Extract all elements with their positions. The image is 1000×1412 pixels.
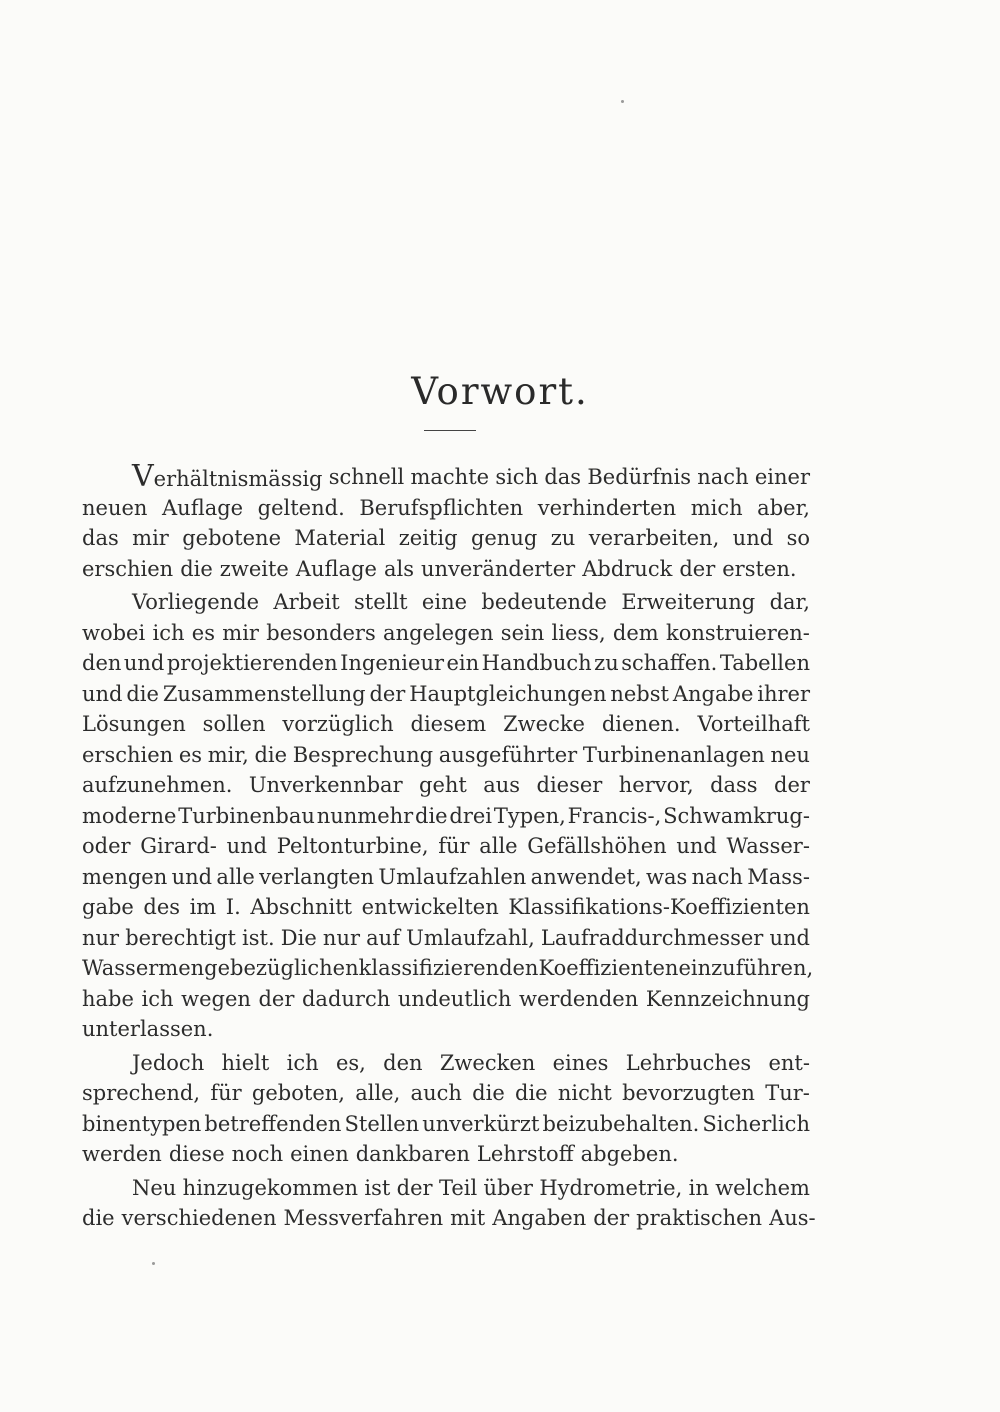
word: Peltonturbine, — [276, 834, 429, 858]
word: eines — [552, 1050, 609, 1075]
word: aber, — [757, 495, 810, 520]
word: Erweiterung — [621, 590, 756, 614]
word: auch — [410, 1081, 462, 1105]
word: nur — [322, 925, 361, 950]
text-line — [82, 892, 810, 923]
word: mir, — [207, 742, 249, 767]
word: das — [544, 465, 582, 489]
word: Hauptgleichungen — [409, 681, 607, 706]
word: betreffenden — [204, 1111, 342, 1136]
word: dass — [710, 773, 758, 797]
word: alle, — [355, 1081, 401, 1105]
word: den — [82, 651, 122, 675]
word: Angaben — [492, 1206, 587, 1230]
word: Auflage — [295, 556, 377, 581]
word: nach — [697, 465, 749, 489]
word: nicht — [557, 1081, 612, 1105]
word: Wassermenge — [82, 956, 231, 980]
word: nur — [82, 925, 120, 950]
word: Messverfahren — [283, 1206, 444, 1230]
word: geht — [419, 773, 467, 797]
word: Berufspflichten — [359, 495, 524, 520]
word: der — [593, 1206, 630, 1230]
word: Kennzeichnung — [645, 986, 810, 1011]
word: hervor, — [618, 773, 694, 797]
word: Francis-, — [567, 803, 662, 828]
word: dienen. — [601, 712, 681, 736]
paper-speck — [152, 1262, 155, 1265]
word: ich — [152, 620, 185, 645]
paragraph — [82, 1173, 816, 1234]
word: aufzunehmen. — [82, 773, 233, 797]
word: klassifizierenden — [358, 956, 539, 980]
word: Jedoch — [132, 1050, 205, 1075]
word: neuen — [82, 495, 148, 520]
word: Arbeit — [273, 590, 340, 614]
word: und — [171, 864, 213, 889]
word: hielt — [221, 1050, 270, 1075]
word: und — [226, 834, 268, 858]
word: sich — [495, 465, 539, 489]
word: schaffen. — [621, 651, 718, 675]
word: der — [396, 1175, 433, 1200]
word: es, — [335, 1050, 366, 1075]
word: wobei — [82, 620, 146, 645]
word: erschien — [82, 556, 174, 581]
word: Unverkennbar — [248, 773, 403, 797]
text-line — [82, 679, 810, 710]
word: sollen — [202, 712, 266, 736]
word: anwendet, — [530, 864, 642, 889]
word: mir — [132, 526, 169, 550]
word: Girard- — [140, 834, 217, 858]
word: vorzüglich — [282, 712, 394, 736]
text-line — [82, 618, 810, 649]
word: es — [178, 742, 203, 767]
word: Abschnitt — [250, 895, 353, 919]
text-line — [82, 740, 810, 771]
word: dadurch — [301, 986, 391, 1011]
title-rule — [424, 430, 476, 431]
word: undeutlich — [397, 986, 512, 1011]
word: Zusammenstellung — [162, 681, 366, 706]
text-line — [82, 587, 810, 618]
word: Lösungen — [82, 712, 186, 736]
page-title: Vorwort. — [411, 370, 589, 413]
word: für — [210, 1081, 242, 1105]
word: aus — [483, 773, 521, 797]
word: Verhältnismässig — [132, 459, 323, 494]
word: dar, — [769, 590, 810, 614]
word: Bedürfnis — [587, 465, 692, 489]
word: bevorzugten — [622, 1081, 755, 1105]
word: binentypen — [82, 1111, 202, 1136]
text-line — [82, 459, 810, 494]
word: Tur- — [765, 1081, 810, 1105]
word: neu — [770, 742, 810, 767]
paragraph — [82, 587, 814, 1045]
word: unveränderter — [420, 556, 576, 581]
word: einen — [290, 1142, 349, 1166]
word: die — [254, 742, 288, 767]
word: schnell — [328, 465, 405, 489]
word: I. — [225, 895, 241, 919]
word: abgeben. — [580, 1142, 679, 1166]
word: alle — [479, 834, 518, 858]
word: ausgeführter — [438, 742, 578, 767]
word: im — [189, 895, 217, 919]
word: das — [82, 526, 119, 550]
word: praktischen — [636, 1206, 763, 1230]
word: sein — [500, 620, 545, 645]
text-line — [82, 801, 810, 832]
word: berechtigt — [125, 925, 236, 950]
word: der — [774, 773, 810, 797]
word: Material — [294, 526, 386, 550]
word: die — [82, 1206, 115, 1230]
word: gabe — [82, 895, 134, 919]
word: Zwecke — [503, 712, 585, 736]
word: drei — [449, 803, 493, 828]
word: Zwecken — [439, 1050, 536, 1075]
word: die — [180, 556, 213, 581]
text-line — [82, 554, 810, 585]
word: gebotene — [182, 526, 282, 550]
text-line — [82, 1048, 810, 1079]
word: Hydrometrie, — [539, 1175, 683, 1200]
word: angelegen — [383, 620, 494, 645]
word: alle — [216, 864, 255, 889]
text-line — [82, 493, 810, 524]
text-line — [82, 1203, 816, 1234]
word: Turbinenanlagen — [582, 742, 765, 767]
word: noch — [231, 1142, 284, 1166]
word: nunmehr — [316, 803, 414, 828]
word: der — [258, 986, 295, 1011]
word: Umlaufzahlen — [378, 864, 527, 889]
word: einer — [754, 465, 810, 489]
word: Typen, — [493, 803, 566, 828]
word: zweite — [219, 556, 289, 581]
word: Klassifikations-Koeffizienten — [508, 895, 810, 919]
word: dem — [612, 620, 659, 645]
word: konstruieren- — [665, 620, 810, 645]
word: sprechend, — [82, 1081, 201, 1105]
word: Angabe — [672, 681, 754, 706]
text-line — [82, 523, 810, 554]
word: einzuführen, — [678, 956, 814, 980]
word: mich — [690, 495, 743, 520]
word: Vorteilhaft — [697, 712, 810, 736]
word: Turbinenbau — [178, 803, 315, 828]
word: und — [769, 925, 810, 950]
word: Lehrstoff — [476, 1142, 574, 1166]
word: nach — [691, 864, 743, 889]
word: die — [415, 803, 448, 828]
word: Schwamkrug- — [663, 803, 810, 828]
word: Teil — [438, 1175, 478, 1200]
word: verlangten — [259, 864, 375, 889]
word: nebst — [610, 681, 669, 706]
word: Sicherlich — [702, 1111, 810, 1136]
word: habe — [82, 986, 134, 1011]
word: unterlassen. — [82, 1017, 214, 1041]
word: mir — [222, 620, 259, 645]
paper-speck — [621, 100, 624, 103]
word: die — [472, 1081, 505, 1105]
word: auf — [366, 925, 400, 950]
word: erschien — [82, 742, 174, 767]
word: die — [515, 1081, 548, 1105]
word: entwickelten — [361, 895, 499, 919]
word: Gefällshöhen — [527, 834, 667, 858]
word: ihrer — [757, 681, 810, 706]
word: geltend. — [257, 495, 345, 520]
word: was — [645, 864, 688, 889]
word: diese — [168, 1142, 225, 1166]
word: projektierenden — [166, 651, 338, 675]
word: Tabellen — [719, 651, 810, 675]
text-line — [82, 1109, 810, 1140]
word: Laufraddurchmesser — [540, 925, 764, 950]
word: und — [676, 834, 717, 858]
word: Auflage — [162, 495, 244, 520]
word: besonders — [266, 620, 376, 645]
word: verhinderten — [537, 495, 677, 520]
body-text — [82, 459, 816, 1234]
text-line — [82, 923, 810, 954]
word: über — [483, 1175, 533, 1200]
word: unverkürzt — [422, 1111, 540, 1136]
word: Mass- — [747, 864, 810, 889]
word: als — [383, 556, 414, 581]
word: Aus- — [769, 1206, 816, 1230]
word: und — [123, 651, 165, 675]
word: oder — [82, 834, 131, 858]
word: bedeutende — [481, 590, 607, 614]
word: geboten, — [251, 1081, 345, 1105]
word: Abdruck — [582, 556, 673, 581]
word: der — [679, 556, 716, 581]
word: ich — [141, 986, 174, 1011]
paragraph — [82, 1048, 810, 1170]
word: liess, — [551, 620, 606, 645]
word: diesem — [410, 712, 487, 736]
word: dieser — [536, 773, 603, 797]
word: ich — [286, 1050, 319, 1075]
word: zeitig — [398, 526, 458, 550]
text-line — [82, 1014, 810, 1045]
word: Vorliegende — [132, 590, 260, 614]
text-line — [82, 770, 810, 801]
word: der — [369, 681, 406, 706]
text-line — [82, 1078, 810, 1109]
word: werden — [82, 1142, 162, 1166]
word: werdenden — [519, 986, 639, 1011]
word: Lehrbuches — [625, 1050, 752, 1075]
word: Wasser- — [726, 834, 810, 858]
word: und — [82, 681, 123, 706]
text-line — [82, 862, 810, 893]
paragraph — [82, 459, 810, 584]
word: verarbeiten, — [588, 526, 720, 550]
word: für — [438, 834, 470, 858]
word: des — [143, 895, 181, 919]
word: Besprechung — [292, 742, 434, 767]
text-line — [82, 831, 810, 862]
word: bezüglichen — [230, 956, 359, 980]
word: Stellen — [344, 1111, 420, 1136]
word: eine — [421, 590, 468, 614]
word: Koeffizienten — [538, 956, 679, 980]
text-line — [82, 1173, 810, 1204]
word: es — [191, 620, 216, 645]
word: beizubehalten. — [542, 1111, 700, 1136]
text-line — [82, 709, 810, 740]
word: moderne — [82, 803, 177, 828]
word: den — [383, 1050, 423, 1075]
text-line — [82, 953, 814, 984]
word: welchem — [715, 1175, 810, 1200]
word: Handbuch — [481, 651, 592, 675]
word: und — [732, 526, 774, 550]
word: verschiedenen — [121, 1206, 277, 1230]
word: Umlaufzahl, — [406, 925, 535, 950]
word: ein — [446, 651, 480, 675]
word: ist. — [242, 925, 275, 950]
word: ersten. — [722, 556, 797, 581]
word: hinzugekommen — [182, 1175, 359, 1200]
word: Neu — [132, 1175, 177, 1200]
word: ist — [364, 1175, 391, 1200]
word: zu — [594, 651, 619, 675]
word: ent- — [768, 1050, 810, 1075]
word: mengen — [82, 864, 168, 889]
word: zu — [550, 526, 576, 550]
word: mit — [450, 1206, 486, 1230]
text-line — [82, 984, 810, 1015]
word: die — [126, 681, 159, 706]
word: genug — [470, 526, 538, 550]
word: dankbaren — [355, 1142, 470, 1166]
word: wegen — [181, 986, 251, 1011]
text-line — [82, 648, 810, 679]
word: stellt — [354, 590, 408, 614]
word: Die — [280, 925, 317, 950]
word: Ingenieur — [340, 651, 445, 675]
text-line — [82, 1139, 810, 1170]
word: in — [688, 1175, 709, 1200]
word: so — [786, 526, 810, 550]
word: machte — [410, 465, 490, 489]
